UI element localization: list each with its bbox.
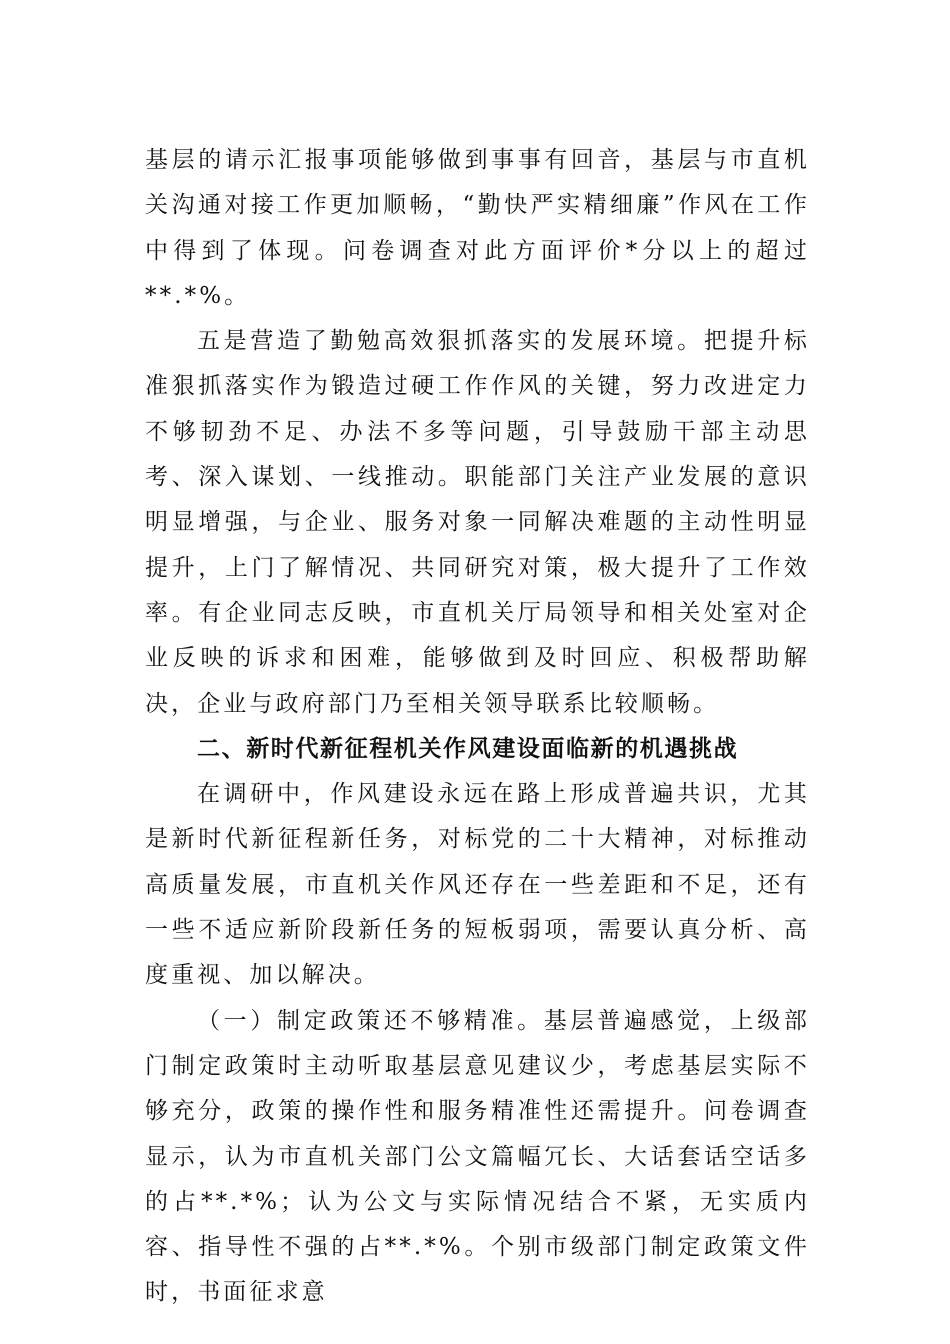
- section-heading-two: 二、新时代新征程机关作风建设面临新的机遇挑战: [197, 735, 739, 762]
- document-body: [145, 138, 810, 1316]
- paragraph-subsection-one: （一）制定政策还不够精准。基层普遍感觉，上级部门制定政策时主动听取基层意见建议少，考虑基层实际不够充分，政策的操作性和服务精准性还需提升。问卷调查显示，认为市直机关部门公文篇幅冗长、大话套话空话多的占**.*%；认为公文与实际情况结合不紧，无实质内容、指导性不强的占**.*%。个别市级部门制定政策文件时，书面征求意: [145, 1007, 810, 1306]
- paragraph-section-intro: 在调研中，作风建设永远在路上形成普遍共识，尤其是新时代新征程新任务，对标党的二十大精神，对标推动高质量发展，市直机关作风还存在一些差距和不足，还有一些不适应新阶段新任务的短板弱项，需要认真分析、高度重视、加以解决。: [145, 781, 810, 989]
- paragraph-point-five: 五是营造了勤勉高效狠抓落实的发展环境。把提升标准狠抓落实作为锻造过硬工作作风的关键，努力改进定力不够韧劲不足、办法不多等问题，引导鼓励干部主动思考、深入谋划、一线推动。职能部门关注产业发展的意识明显增强，与企业、服务对象一同解决难题的主动性明显提升，上门了解情况、共同研究对策，极大提升了工作效率。有企业同志反映，市直机关厅局领导和相关处室对企业反映的诉求和困难，能够做到及时回应、积极帮助解决，企业与政府部门乃至相关领导联系比较顺畅。: [145, 328, 810, 717]
- paragraph-continuation: 基层的请示汇报事项能够做到事事有回音，基层与市直机关沟通对接工作更加顺畅，“勤快严实精细廉”作风在工作中得到了体现。问卷调查对此方面评价*分以上的超过**.*%。: [145, 147, 810, 309]
